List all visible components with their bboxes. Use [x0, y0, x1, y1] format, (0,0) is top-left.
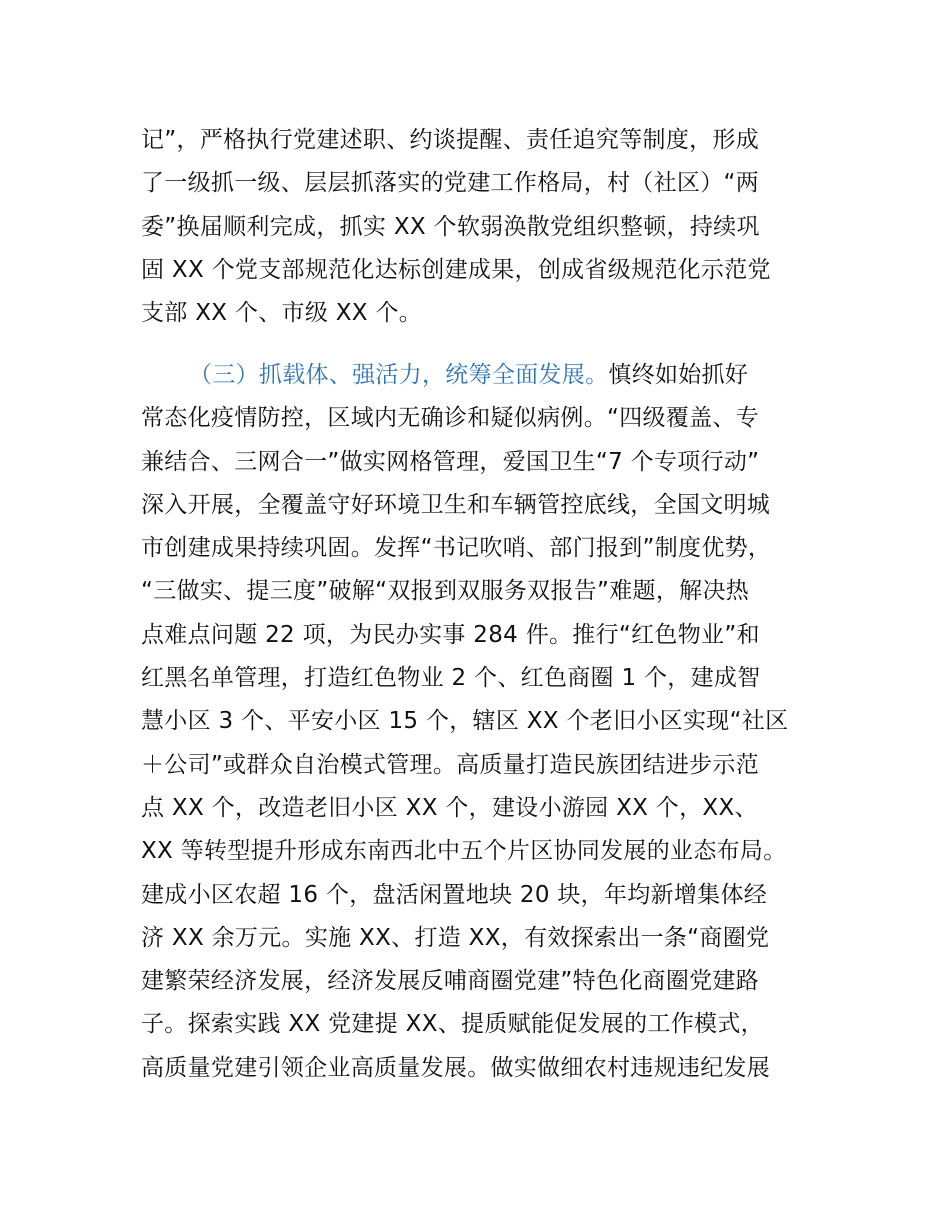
paragraph-party-building: [141, 119, 821, 335]
text-line: 点难点问题 22 项，为民办实事 284 件。推行“红色物业”和: [141, 621, 760, 648]
text-line: 市创建成果持续巩固。发挥“书记吹哨、部门报到”制度优势，: [141, 535, 772, 562]
first-line-text: 慎终如始抓好: [608, 362, 749, 388]
text-line: 济 XX 余万元。实施 XX、打造 XX，有效探索出一条“商圈党: [141, 924, 770, 951]
text-line: 红黑名单管理，打造红色物业 2 个、红色商圈 1 个，建成智: [141, 665, 761, 692]
section-heading: （三）抓载体、强活力，统筹全面发展。: [189, 362, 609, 388]
text-line: 常态化疫情防控，区域内无确诊和疑似病例。“四级覆盖、专: [141, 405, 760, 432]
paragraph-section-three: [141, 354, 821, 1090]
text-line: “三做实、提三度”破解“双报到双服务双报告”难题，解决热: [141, 578, 750, 605]
text-line: 固 XX 个党支部规范化达标创建成果，创成省级规范化示范党: [141, 256, 771, 283]
text-line: 支部 XX 个、市级 XX 个。: [141, 300, 423, 327]
text-line: 点 XX 个，改造老旧小区 XX 个，建设小游园 XX 个，XX、: [141, 794, 758, 821]
text-line: 兼结合、三网合一”做实网格管理，爱国卫生“7 个专项行动”: [141, 448, 760, 475]
text-line: 了一级抓一级、层层抓落实的党建工作格局，村（社区）“两: [141, 170, 760, 197]
text-line: 慧小区 3 个、平安小区 15 个，辖区 XX 个老旧小区实现“社区: [141, 708, 789, 735]
text-line: 记”，严格执行党建述职、约谈提醒、责任追究等制度，形成: [141, 127, 760, 153]
text-line: 建成小区农超 16 个，盘活闲置地块 20 块，年均新增集体经: [141, 881, 768, 908]
text-line: 建繁荣经济发展，经济发展反哺商圈党建”特色化商圈党建路: [141, 968, 760, 995]
first-line: [141, 354, 821, 397]
text-line: XX 等转型提升形成东南西北中五个片区协同发展的业态布局。: [141, 838, 787, 865]
text-line: 高质量党建引领企业高质量发展。做实做细农村违规违纪发展: [141, 1054, 771, 1081]
text-line: ＋公司”或群众自治模式管理。高质量打造民族团结进步示范: [141, 751, 760, 778]
text-line: 委”换届顺利完成，抓实 XX 个软弱涣散党组织整顿，持续巩: [141, 213, 760, 240]
text-line: 子。探索实践 XX 党建提 XX、提质赋能促发展的工作模式，: [141, 1011, 764, 1038]
text-line: 深入开展，全覆盖守好环境卫生和车辆管控底线，全国文明城: [141, 491, 771, 518]
